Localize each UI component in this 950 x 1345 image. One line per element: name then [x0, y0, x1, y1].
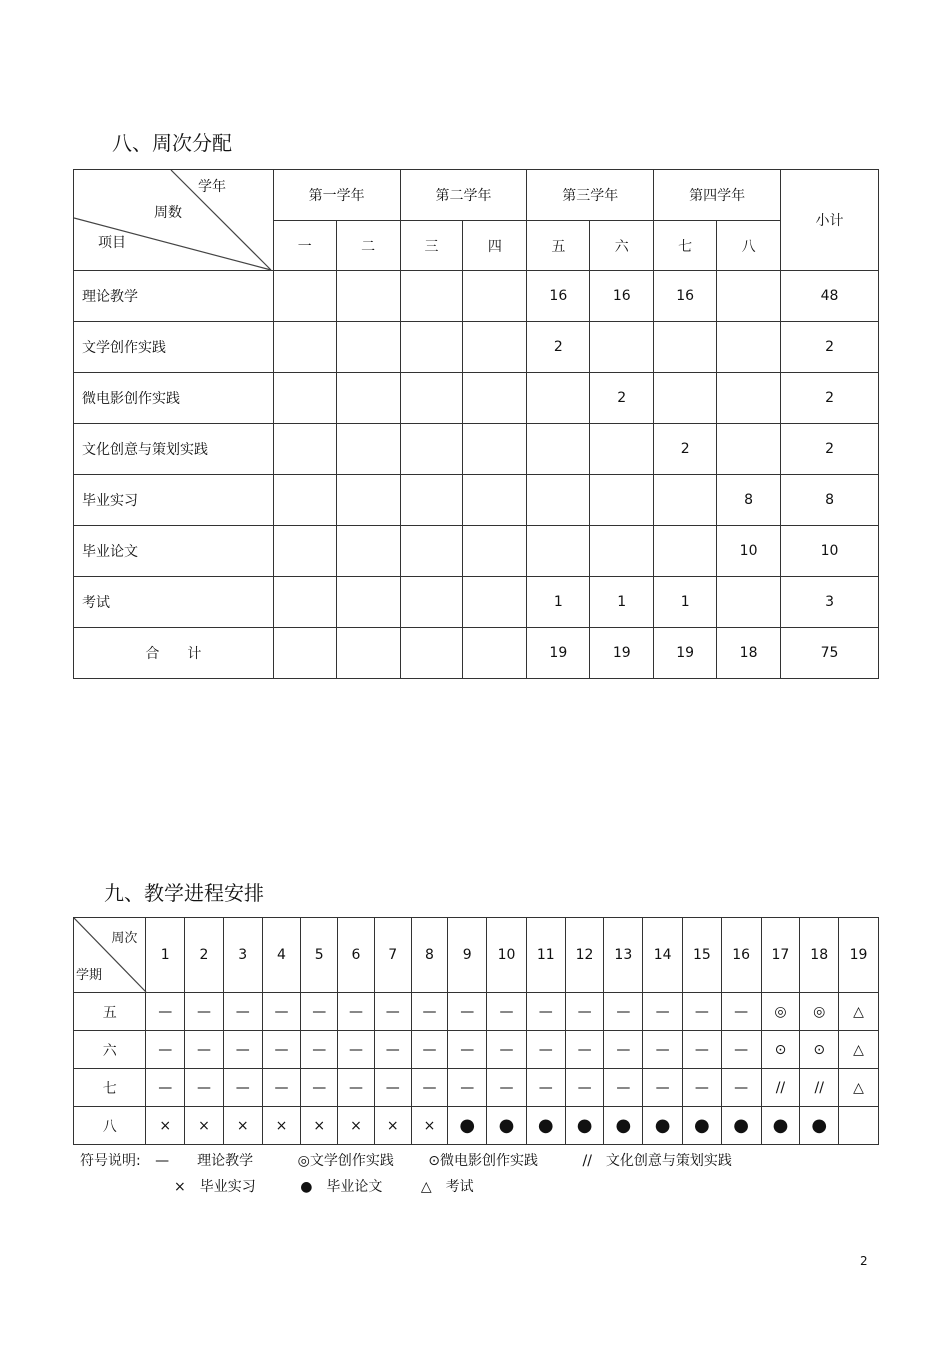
week-number-header: 19 — [839, 918, 879, 993]
week-number-header: 11 — [526, 918, 565, 993]
legend-item: ⊙微电影创作实践 — [428, 1153, 539, 1169]
schedule-mark-cell: — — [487, 1069, 527, 1107]
week-count-cell — [463, 526, 527, 577]
week-count-cell — [273, 526, 336, 577]
legend-item: // 文化创意与策划实践 — [582, 1153, 732, 1169]
week-count-cell — [527, 424, 590, 475]
teaching-schedule-table — [73, 917, 879, 1145]
semester-header: 二 — [336, 221, 400, 271]
week-count-cell — [463, 322, 527, 373]
week-count-cell — [717, 577, 781, 628]
row-label: 文学创作实践 — [74, 322, 274, 373]
week-number-header: 5 — [301, 918, 338, 993]
week-count-cell: 2 — [590, 373, 654, 424]
schedule-mark-cell: — — [643, 993, 683, 1031]
table-row — [74, 475, 879, 526]
schedule-mark-cell: — — [146, 1031, 185, 1069]
week-count-cell — [463, 424, 527, 475]
week-count-cell — [654, 373, 717, 424]
semester-header: 三 — [400, 221, 463, 271]
week-count-cell — [463, 475, 527, 526]
week-count-cell — [336, 577, 400, 628]
subtotal-cell: 2 — [781, 373, 879, 424]
week-count-cell — [654, 322, 717, 373]
schedule-mark-cell: — — [683, 993, 722, 1031]
schedule-mark-cell: ● — [487, 1107, 527, 1145]
year-header: 第三学年 — [527, 170, 654, 221]
schedule-mark-cell: ◎ — [761, 993, 800, 1031]
schedule-mark-cell: — — [374, 1069, 411, 1107]
row-label: 考试 — [74, 577, 274, 628]
week-count-cell — [400, 271, 463, 322]
subtotal-cell: 48 — [781, 271, 879, 322]
legend-line-2 — [174, 1176, 474, 1196]
semester-header: 四 — [463, 221, 527, 271]
semester-header: 六 — [590, 221, 654, 271]
week-count-cell — [336, 526, 400, 577]
diag-label-term: 学期 — [76, 968, 103, 983]
week-count-cell: 16 — [654, 271, 717, 322]
schedule-mark-cell: — — [604, 993, 643, 1031]
schedule-mark-cell: — — [604, 1069, 643, 1107]
row-label: 理论教学 — [74, 271, 274, 322]
legend-item: △ 考试 — [420, 1179, 474, 1195]
diagonal-header-cell — [74, 170, 274, 271]
year-header: 第二学年 — [400, 170, 527, 221]
schedule-mark-cell: — — [526, 993, 565, 1031]
schedule-mark-cell: — — [301, 1069, 338, 1107]
schedule-mark-cell: — — [223, 993, 262, 1031]
schedule-mark-cell: — — [146, 1069, 185, 1107]
week-number-header: 2 — [185, 918, 224, 993]
week-number-header: 10 — [487, 918, 527, 993]
legend-item: ◎文学创作实践 — [297, 1153, 394, 1169]
week-count-cell: 18 — [717, 628, 781, 679]
schedule-mark-cell: — — [565, 1069, 604, 1107]
schedule-mark-cell: ⊙ — [800, 1031, 839, 1069]
week-count-cell — [336, 424, 400, 475]
week-count-cell: 1 — [590, 577, 654, 628]
week-count-cell — [400, 577, 463, 628]
schedule-mark-cell: — — [721, 993, 761, 1031]
week-count-cell: 1 — [527, 577, 590, 628]
schedule-mark-cell: ● — [565, 1107, 604, 1145]
schedule-mark-cell: △ — [839, 1031, 879, 1069]
diag-label-weeks: 周数 — [154, 205, 182, 221]
week-number-header: 16 — [721, 918, 761, 993]
semester-header: 一 — [273, 221, 336, 271]
schedule-mark-cell: — — [301, 993, 338, 1031]
legend-prefix: 符号说明: — [80, 1153, 141, 1169]
week-count-cell — [400, 526, 463, 577]
diag-label-week: 周次 — [111, 931, 138, 946]
schedule-mark-cell: — — [411, 1069, 448, 1107]
schedule-mark-cell: — — [487, 1031, 527, 1069]
schedule-mark-cell — [839, 1107, 879, 1145]
schedule-mark-cell: — — [565, 993, 604, 1031]
week-count-cell — [654, 475, 717, 526]
schedule-mark-cell: — — [643, 1069, 683, 1107]
week-count-cell — [273, 424, 336, 475]
schedule-row — [74, 1107, 879, 1145]
week-count-cell: 1 — [654, 577, 717, 628]
schedule-mark-cell: // — [761, 1069, 800, 1107]
week-count-cell: 19 — [654, 628, 717, 679]
week-count-cell: 19 — [527, 628, 590, 679]
week-number-header: 6 — [338, 918, 375, 993]
schedule-mark-cell: // — [800, 1069, 839, 1107]
schedule-mark-cell: — — [374, 993, 411, 1031]
week-count-cell — [463, 271, 527, 322]
week-number-header: 12 — [565, 918, 604, 993]
table-row — [74, 271, 879, 322]
schedule-mark-cell: × — [374, 1107, 411, 1145]
week-count-cell: 16 — [590, 271, 654, 322]
week-number-header: 18 — [800, 918, 839, 993]
schedule-mark-cell: ● — [721, 1107, 761, 1145]
row-label: 文化创意与策划实践 — [74, 424, 274, 475]
week-count-cell — [400, 322, 463, 373]
schedule-row — [74, 993, 879, 1031]
schedule-mark-cell: — — [411, 1031, 448, 1069]
semester-header: 五 — [527, 221, 590, 271]
legend-item: × 毕业实习 — [174, 1179, 256, 1195]
table-row — [74, 373, 879, 424]
term-label: 七 — [74, 1069, 146, 1107]
schedule-mark-cell: — — [223, 1069, 262, 1107]
schedule-mark-cell: — — [526, 1031, 565, 1069]
week-count-cell — [400, 424, 463, 475]
schedule-mark-cell: △ — [839, 993, 879, 1031]
schedule-mark-cell: ● — [448, 1107, 487, 1145]
schedule-mark-cell: ◎ — [800, 993, 839, 1031]
week-count-cell — [590, 475, 654, 526]
schedule-mark-cell: — — [565, 1031, 604, 1069]
week-allocation-table — [73, 169, 879, 679]
schedule-mark-cell: — — [448, 1031, 487, 1069]
week-count-cell — [273, 373, 336, 424]
legend-item: ● 毕业论文 — [300, 1179, 383, 1195]
week-count-cell — [590, 424, 654, 475]
week-count-cell: 8 — [717, 475, 781, 526]
sum-row — [74, 628, 879, 679]
schedule-mark-cell: — — [185, 1031, 224, 1069]
week-count-cell — [273, 475, 336, 526]
schedule-mark-cell: × — [301, 1107, 338, 1145]
table-row — [74, 322, 879, 373]
week-count-cell: 10 — [717, 526, 781, 577]
schedule-mark-cell: — — [487, 993, 527, 1031]
week-count-cell: 2 — [527, 322, 590, 373]
subtotal-header: 小计 — [781, 170, 879, 271]
schedule-mark-cell: × — [262, 1107, 301, 1145]
subtotal-cell: 3 — [781, 577, 879, 628]
schedule-mark-cell: ● — [526, 1107, 565, 1145]
schedule-mark-cell: — — [374, 1031, 411, 1069]
week-count-cell — [336, 475, 400, 526]
week-count-cell — [336, 271, 400, 322]
table-row — [74, 577, 879, 628]
subtotal-cell: 2 — [781, 322, 879, 373]
schedule-mark-cell: — — [223, 1031, 262, 1069]
schedule-mark-cell: — — [411, 993, 448, 1031]
term-label: 五 — [74, 993, 146, 1031]
subtotal-cell: 2 — [781, 424, 879, 475]
week-count-cell — [717, 322, 781, 373]
schedule-mark-cell: — — [683, 1069, 722, 1107]
schedule-mark-cell: × — [411, 1107, 448, 1145]
week-count-cell — [717, 424, 781, 475]
week-count-cell — [273, 577, 336, 628]
schedule-mark-cell: — — [262, 1031, 301, 1069]
term-label: 六 — [74, 1031, 146, 1069]
week-number-header: 1 — [146, 918, 185, 993]
schedule-mark-cell: — — [338, 993, 375, 1031]
week-count-cell — [717, 271, 781, 322]
schedule-mark-cell: ● — [800, 1107, 839, 1145]
section9-title: 九、教学进程安排 — [104, 881, 264, 905]
row-label: 微电影创作实践 — [74, 373, 274, 424]
week-count-cell — [590, 526, 654, 577]
week-number-header: 8 — [411, 918, 448, 993]
schedule-mark-cell: ● — [683, 1107, 722, 1145]
schedule-mark-cell: — — [604, 1031, 643, 1069]
term-label: 八 — [74, 1107, 146, 1145]
schedule-row — [74, 1069, 879, 1107]
semester-header: 八 — [717, 221, 781, 271]
schedule-mark-cell: × — [338, 1107, 375, 1145]
schedule-mark-cell: — — [526, 1069, 565, 1107]
week-count-cell — [590, 322, 654, 373]
schedule-mark-cell: ● — [604, 1107, 643, 1145]
week-number-header: 9 — [448, 918, 487, 993]
table-row — [74, 526, 879, 577]
schedule-mark-cell: × — [146, 1107, 185, 1145]
section8-title: 八、周次分配 — [112, 131, 232, 155]
week-number-header: 17 — [761, 918, 800, 993]
legend-line-1 — [80, 1150, 732, 1170]
schedule-mark-cell: — — [721, 1031, 761, 1069]
week-count-cell — [336, 322, 400, 373]
schedule-mark-cell: × — [185, 1107, 224, 1145]
week-number-header: 14 — [643, 918, 683, 993]
week-count-cell: 16 — [527, 271, 590, 322]
subtotal-cell: 10 — [781, 526, 879, 577]
week-count-cell — [273, 322, 336, 373]
diag-label-item: 项目 — [98, 235, 126, 251]
schedule-mark-cell: ● — [643, 1107, 683, 1145]
year-header: 第一学年 — [273, 170, 400, 221]
week-count-cell — [400, 475, 463, 526]
schedule-mark-cell: — — [185, 993, 224, 1031]
schedule-mark-cell: — — [448, 993, 487, 1031]
subtotal-cell: 8 — [781, 475, 879, 526]
schedule-mark-cell: × — [223, 1107, 262, 1145]
week-count-cell — [717, 373, 781, 424]
schedule-mark-cell: — — [338, 1031, 375, 1069]
schedule-diagonal-cell — [74, 918, 146, 993]
schedule-mark-cell: — — [146, 993, 185, 1031]
subtotal-cell: 75 — [781, 628, 879, 679]
table-row — [74, 424, 879, 475]
week-number-header: 3 — [223, 918, 262, 993]
schedule-mark-cell: — — [262, 1069, 301, 1107]
week-count-cell — [336, 628, 400, 679]
week-count-cell — [463, 628, 527, 679]
schedule-mark-cell: — — [643, 1031, 683, 1069]
schedule-row — [74, 1031, 879, 1069]
week-count-cell — [527, 373, 590, 424]
schedule-mark-cell: — — [262, 993, 301, 1031]
row-label: 毕业论文 — [74, 526, 274, 577]
schedule-mark-cell: — — [301, 1031, 338, 1069]
schedule-mark-cell: ● — [761, 1107, 800, 1145]
week-number-header: 4 — [262, 918, 301, 993]
week-count-cell: 2 — [654, 424, 717, 475]
year-header: 第四学年 — [654, 170, 781, 221]
row-label: 合 计 — [74, 628, 274, 679]
week-count-cell — [273, 271, 336, 322]
week-count-cell — [273, 628, 336, 679]
week-count-cell: 19 — [590, 628, 654, 679]
schedule-mark-cell: — — [185, 1069, 224, 1107]
week-count-cell — [400, 628, 463, 679]
schedule-mark-cell: ⊙ — [761, 1031, 800, 1069]
diag-label-year: 学年 — [198, 179, 226, 195]
week-count-cell — [527, 475, 590, 526]
week-number-header: 13 — [604, 918, 643, 993]
legend-item: — 理论教学 — [155, 1153, 254, 1169]
schedule-mark-cell: — — [683, 1031, 722, 1069]
week-number-header: 15 — [683, 918, 722, 993]
week-count-cell — [654, 526, 717, 577]
schedule-mark-cell: — — [448, 1069, 487, 1107]
schedule-mark-cell: — — [721, 1069, 761, 1107]
row-label: 毕业实习 — [74, 475, 274, 526]
week-number-header: 7 — [374, 918, 411, 993]
schedule-mark-cell: △ — [839, 1069, 879, 1107]
week-count-cell — [336, 373, 400, 424]
page-number: 2 — [860, 1254, 868, 1268]
week-count-cell — [463, 373, 527, 424]
week-count-cell — [400, 373, 463, 424]
week-count-cell — [463, 577, 527, 628]
semester-header: 七 — [654, 221, 717, 271]
schedule-mark-cell: — — [338, 1069, 375, 1107]
week-count-cell — [527, 526, 590, 577]
